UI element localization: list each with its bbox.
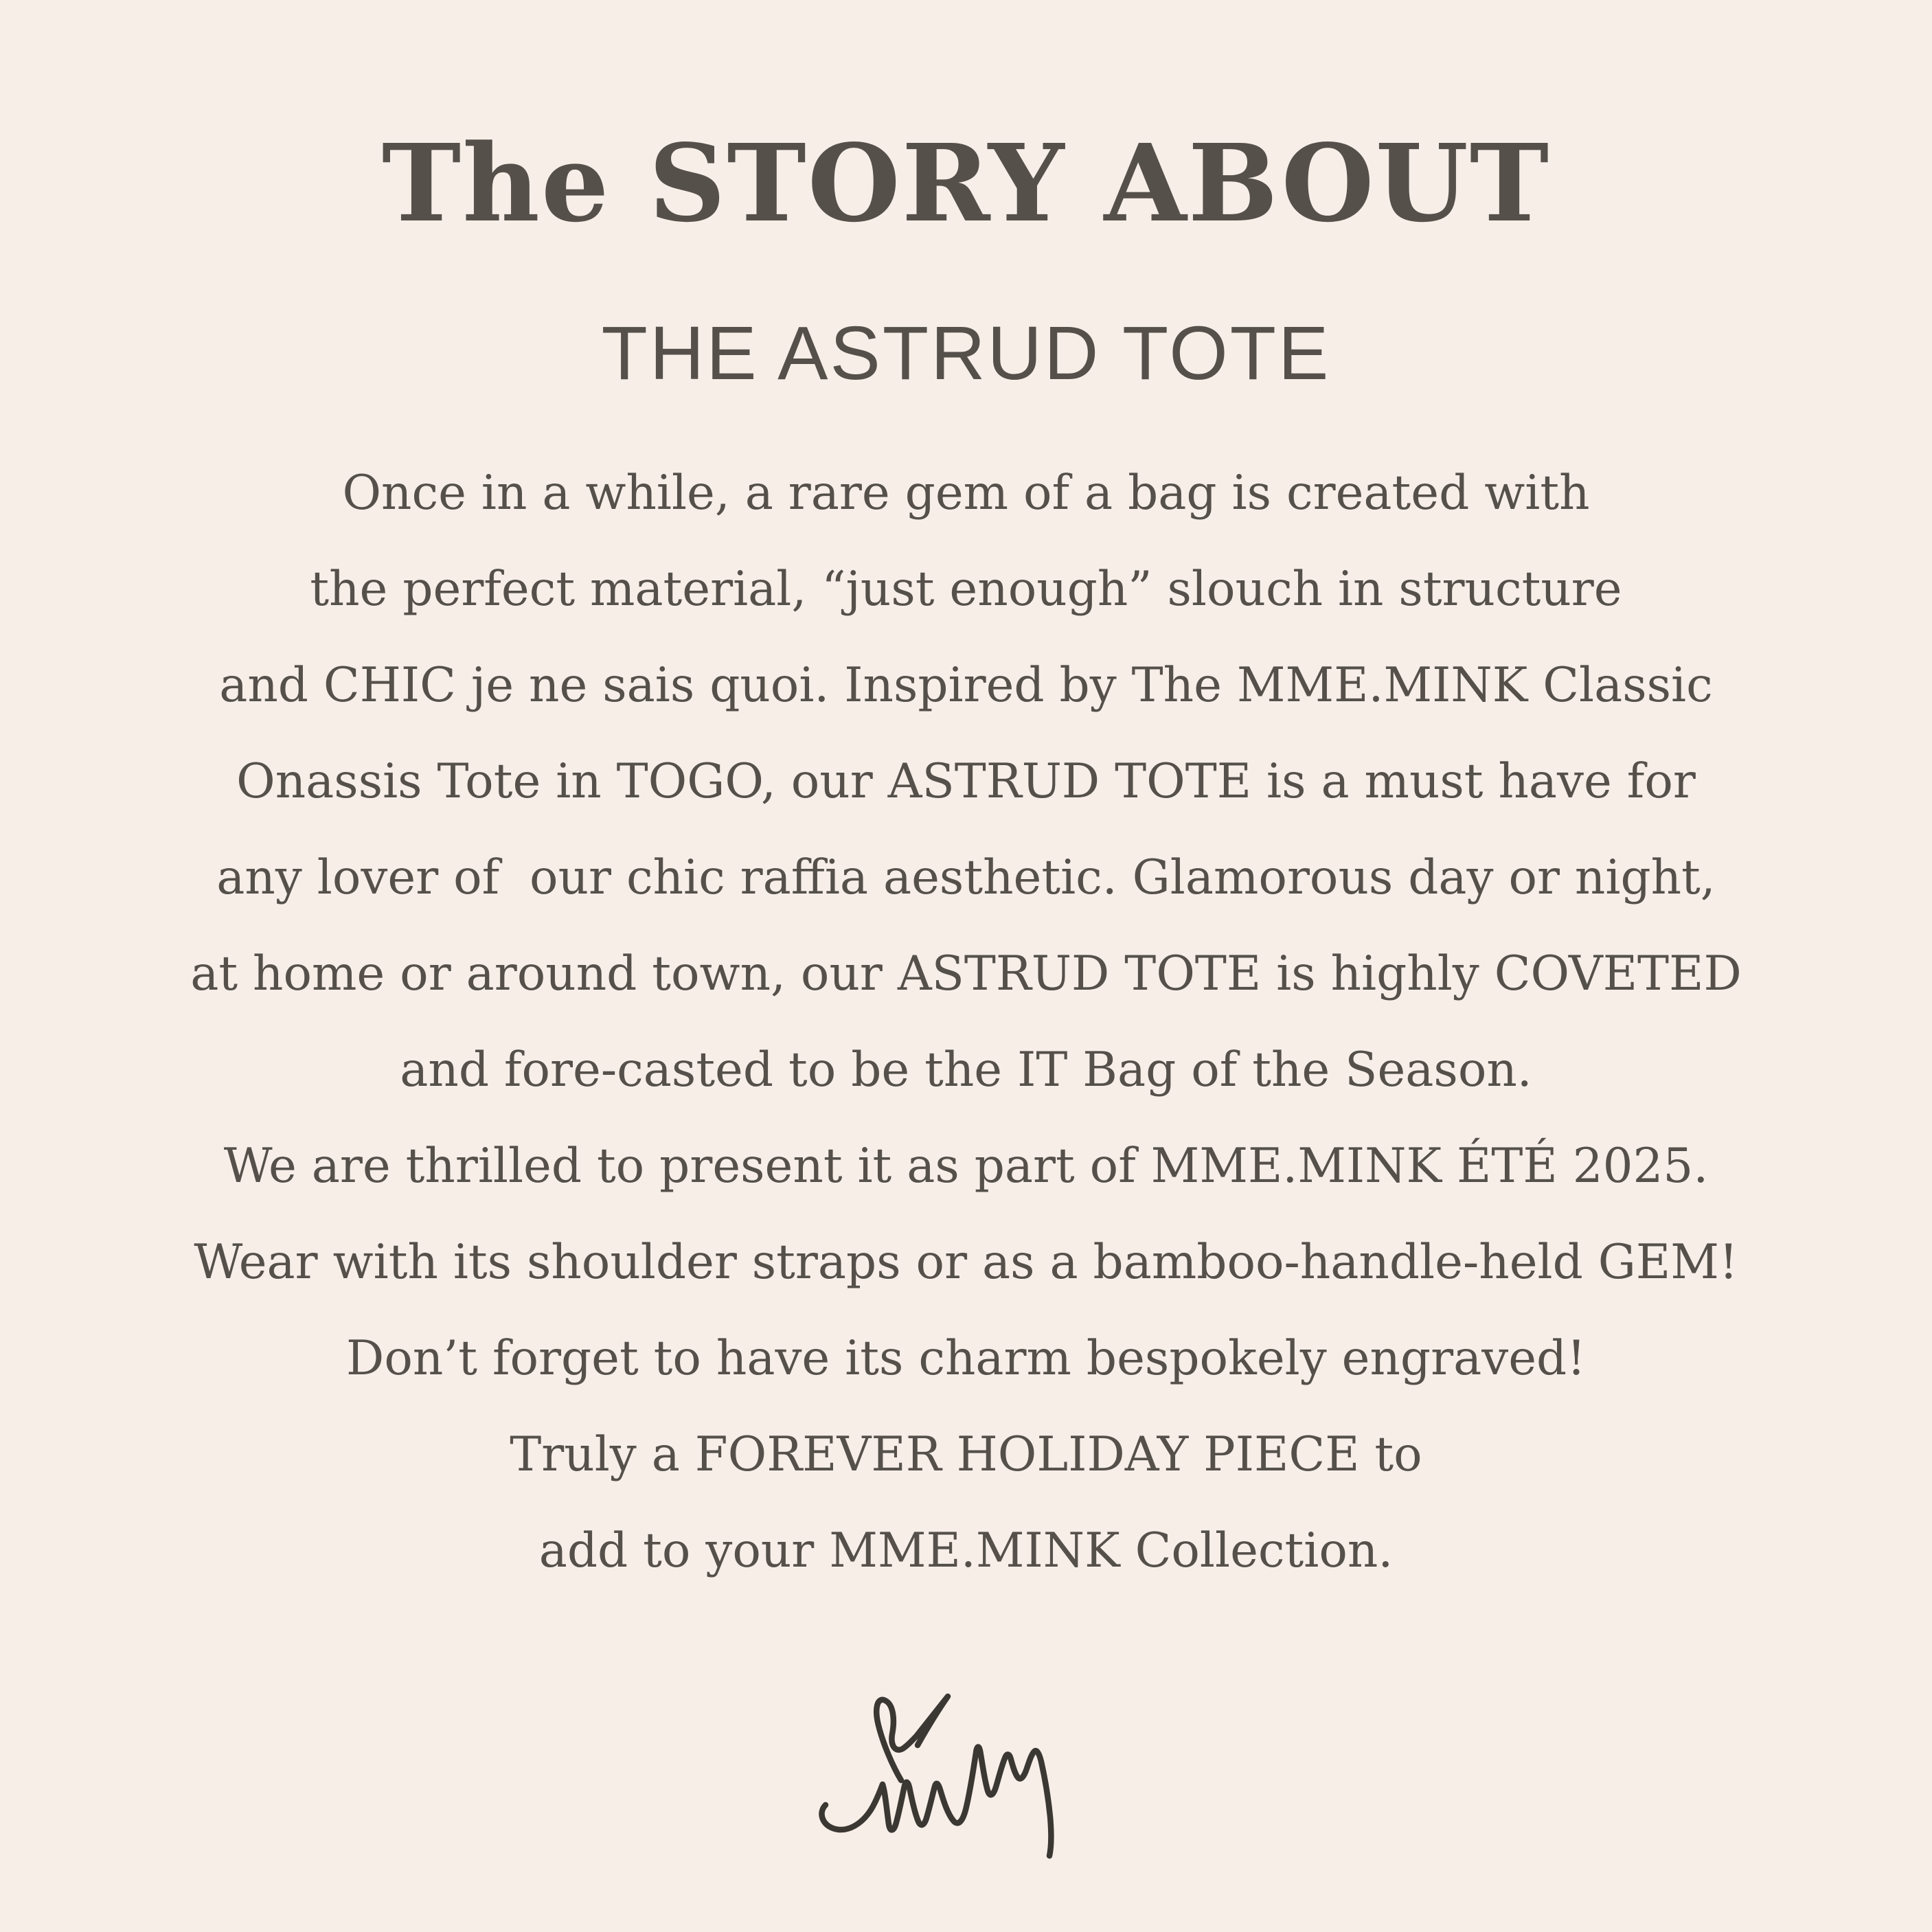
handwritten-signature-icon (790, 1648, 1202, 1932)
story-line: the perfect material, “just enough” slouch in structure (310, 562, 1622, 617)
story-line: We are thrilled to present it as part of MME.MINK ÉTÉ 2025. (223, 1139, 1709, 1194)
story-line: at home or around town, our ASTRUD TOTE is highly COVETED (190, 946, 1742, 1001)
page-subtitle: THE ASTRUD TOTE (601, 311, 1331, 396)
story-line: Onassis Tote in TOGO, our ASTRUD TOTE is a must have for (236, 754, 1696, 809)
story-line: Truly a FOREVER HOLIDAY PIECE to (510, 1427, 1422, 1482)
page-title: The STORY ABOUT (381, 120, 1551, 246)
story-line: and fore-casted to be the IT Bag of the Season. (400, 1043, 1532, 1098)
story-text (0, 445, 1932, 1599)
story-line: and CHIC je ne sais quoi. Inspired by The MME.MINK Classic (219, 658, 1713, 713)
story-line: add to your MME.MINK Collection. (538, 1523, 1394, 1578)
story-line: Once in a while, a rare gem of a bag is created with (342, 466, 1590, 521)
story-line: Wear with its shoulder straps or as a bamboo-handle-held GEM! (194, 1235, 1738, 1290)
story-line: any lover of our chic raffia aesthetic. Glamorous day or night, (216, 850, 1716, 905)
story-line: Don’t forget to have its charm bespokely engraved! (346, 1331, 1586, 1386)
